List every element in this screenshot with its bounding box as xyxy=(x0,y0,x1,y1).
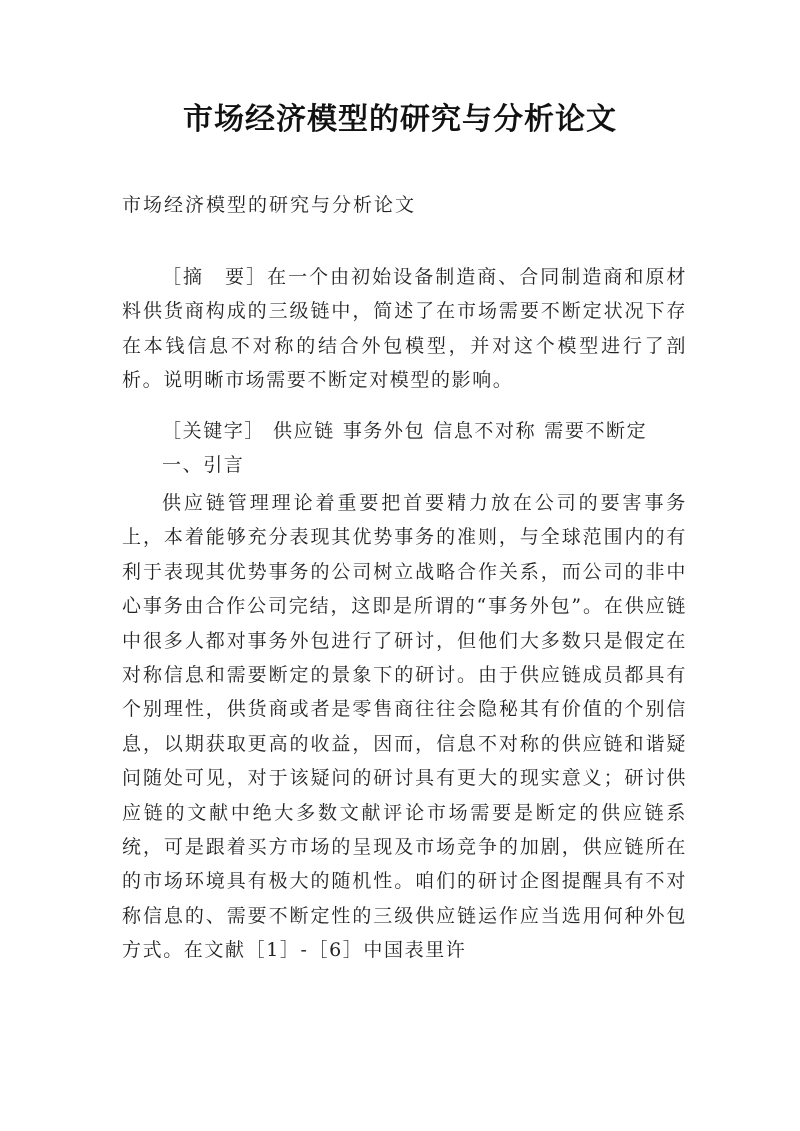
keyword-item: 事务外包 xyxy=(342,420,426,442)
document-title: 市场经济模型的研究与分析论文 xyxy=(183,102,617,137)
keyword-item: 供应链 xyxy=(273,420,335,442)
intro-paragraph: 供应链管理理论着重要把首要精力放在公司的要害事务上，本着能够充分表现其优势事务的准则，与全球范围内的有利于表现其优势事务的公司树立战略合作关系，而公司的非中心事务由合作公司完结，这即是所谓的“事务外包”。在供应链中很多人都对事务外包进行了研讨，但他们大多数只是假定在对称信息和需要断定的景象下的研讨。由于供应链成员都具有个别理性，供货商或者是零售商往往会隐秘其有价值的个别信息，以期获取更高的收益，因而，信息不对称的供应链和谐疑问随处可见，对于该疑问的研讨具有更大的现实意义；研讨供应链的文献中绝大多数文献评论市场需要是断定的供应链系统，可是跟着买方市场的呈现及市场竞争的加剧，供应链所在的市场环境具有极大的随机性。咱们的研讨企图提醒具有不对称信息的、需要不断定性的三级供应链运作应当选用何种外包方式。在文献［1］-［6］中国表里许 xyxy=(122,492,687,962)
document-subtitle: 市场经济模型的研究与分析论文 xyxy=(122,194,417,216)
section-heading: 一、引言 xyxy=(162,454,245,476)
keyword-item: 信息不对称 xyxy=(433,420,537,442)
keyword-item: 需要不断定 xyxy=(544,420,648,442)
keywords-label: ［关键字］ xyxy=(162,420,266,442)
keywords-line xyxy=(162,416,655,443)
abstract-paragraph: ［摘 要］在一个由初始设备制造商、合同制造商和原材料供货商构成的三级链中，简述了在市场需要不断定状况下存在本钱信息不对称的结合外包模型，并对这个模型进行了剖析。说明晰市场需要不断定对模型的影响。 xyxy=(122,266,687,392)
